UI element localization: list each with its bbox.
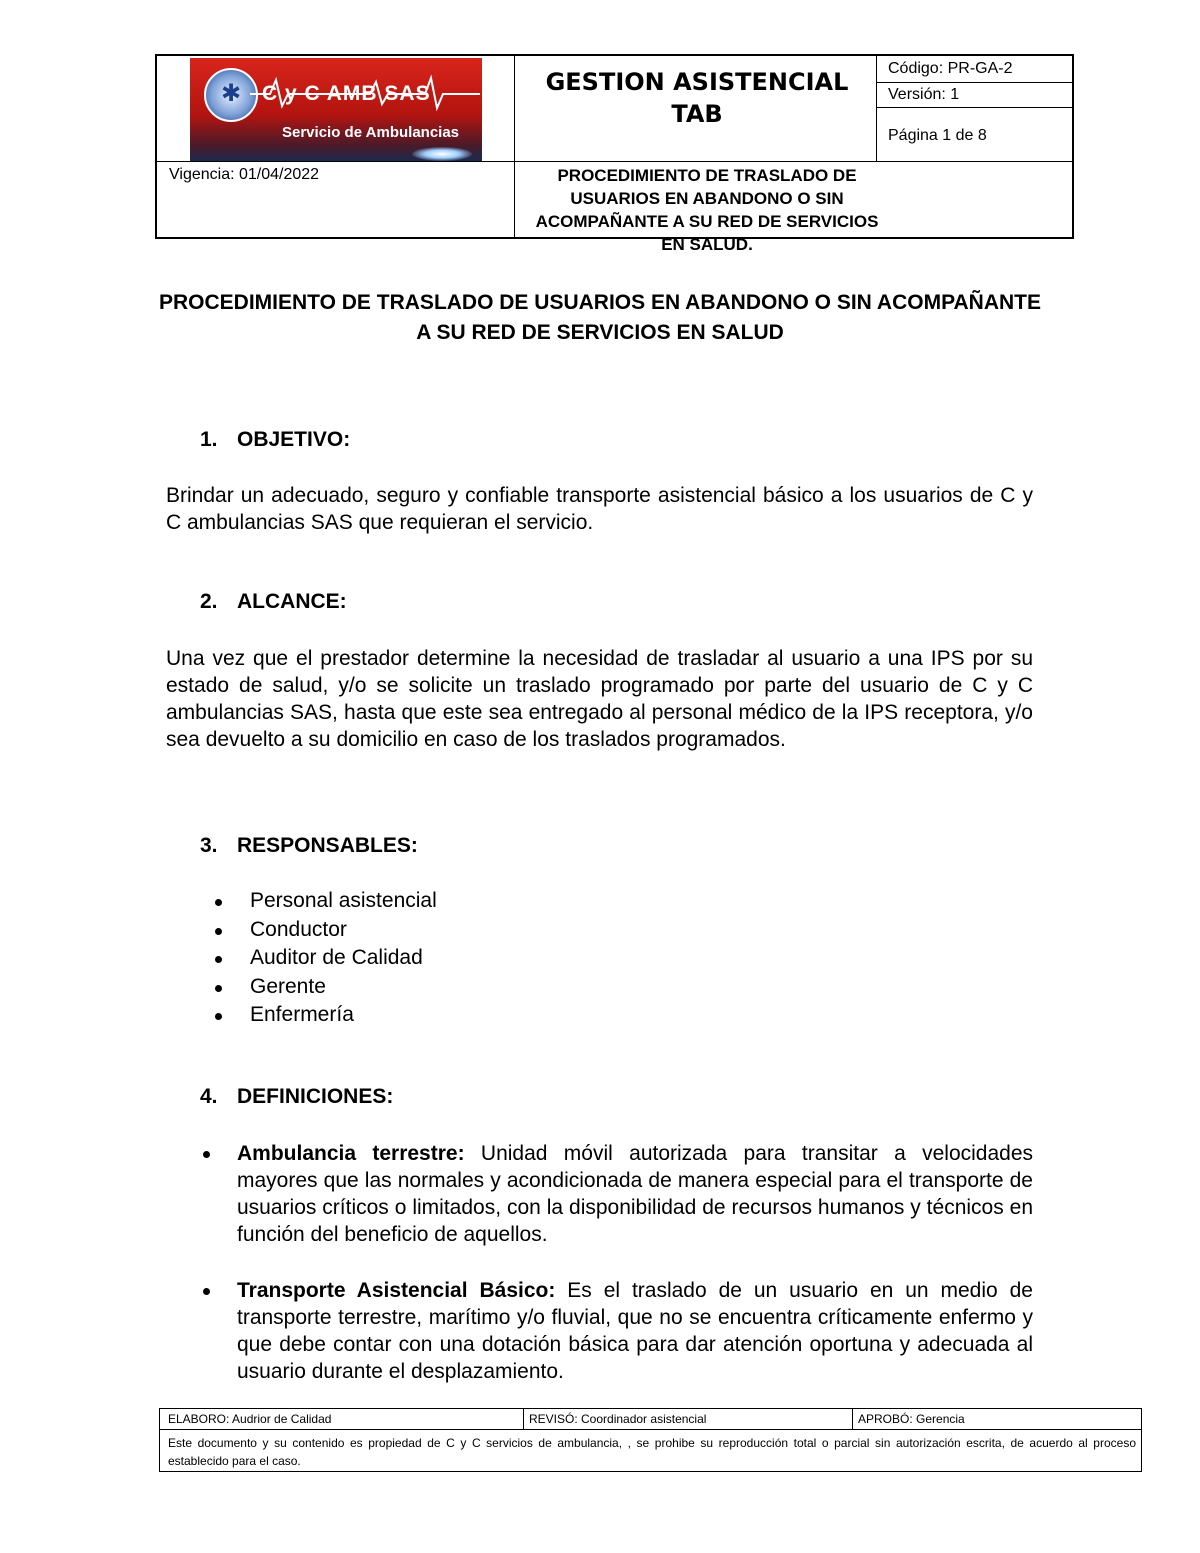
list-item: Auditor de Calidad	[212, 944, 437, 973]
footer-divider	[523, 1409, 524, 1429]
responsables-list	[212, 887, 437, 1030]
document-footer-table	[159, 1408, 1142, 1472]
section-heading-definiciones	[200, 1085, 393, 1109]
section-number: 3.	[200, 834, 218, 857]
company-logo	[190, 58, 482, 161]
bullet-icon	[215, 928, 222, 935]
section-heading-text: ALCANCE:	[237, 590, 347, 613]
footer-divider	[160, 1429, 1141, 1430]
copyright-note: Este documento y su contenido es propiedad de C y C servicios de ambulancia, , se prohibe su reproducción total o parcial sin autorización escrita, de acuerdo al proceso establecido para el caso.	[168, 1436, 1136, 1468]
document-area-title: GESTION ASISTENCIAL TAB	[545, 68, 849, 128]
star-of-life-icon: ✱	[204, 68, 258, 122]
logo-brand: C y C AMB SAS	[262, 82, 431, 105]
aprobo-cell: APROBÓ: Gerencia	[858, 1412, 965, 1426]
section-heading-responsables	[200, 834, 418, 858]
definition-text: Es el traslado de un usuario en un medio de transporte terrestre, marítimo y/o fluvial, que no se encuentra críticamente enfermo y que debe contar con una dotación básica para dar atención oportuna y adecuada al usuario durante el desplazamiento.	[237, 1279, 1033, 1383]
bullet-icon	[203, 1151, 210, 1158]
section-heading-text: RESPONSABLES:	[237, 834, 418, 857]
elaboro-cell: ELABORO: Audrior de Calidad	[168, 1412, 332, 1426]
procedure-name: PROCEDIMIENTO DE TRASLADO DE USUARIOS EN ABANDONO O SIN ACOMPAÑANTE A SU RED DE SERVICIOS EN SALUD.	[535, 166, 879, 254]
section-heading-alcance	[200, 590, 347, 614]
page-number: Página 1 de 8	[888, 127, 987, 144]
section-number: 2.	[200, 590, 218, 613]
bullet-icon	[215, 956, 222, 963]
definition-text: Unidad móvil autorizada para transitar a velocidades mayores que las normales y acondicionada de manera especial para el transporte de usuarios críticos o limitados, con la disponibilidad de recursos humanos y técnicos en función del beneficio de aquellos.	[237, 1142, 1033, 1246]
bullet-icon	[203, 1288, 210, 1295]
page-title: PROCEDIMIENTO DE TRASLADO DE USUARIOS EN ABANDONO O SIN ACOMPAÑANTE A SU RED DE SERVICIOS EN SALUD	[158, 291, 1042, 344]
bullet-icon	[215, 985, 222, 992]
definition-term: Ambulancia terrestre:	[237, 1142, 465, 1165]
header-divider	[876, 107, 1072, 108]
list-item: Personal asistencial	[212, 887, 437, 916]
bullet-icon	[215, 899, 222, 906]
section-number: 4.	[200, 1085, 218, 1108]
definition-item	[237, 1140, 1033, 1248]
header-divider	[876, 82, 1072, 83]
section-heading-objetivo	[200, 428, 350, 452]
objetivo-paragraph: Brindar un adecuado, seguro y confiable transporte asistencial básico a los usuarios de C y C ambulancias SAS que requieran el servicio.	[166, 484, 1033, 534]
footer-divider	[852, 1409, 853, 1429]
alcance-paragraph: Una vez que el prestador determine la necesidad de trasladar al usuario a una IPS por su estado de salud, y/o se solicite un traslado programado por parte del usuario de C y C ambulancias SAS, hasta que este sea entregado al personal médico de la IPS receptora, y/o sea devuelto a su domicilio en caso de los traslados programados.	[166, 647, 1033, 751]
logo-tagline: Servicio de Ambulancias	[282, 124, 460, 141]
list-item: Gerente	[212, 973, 437, 1002]
list-item: Enfermería	[212, 1001, 437, 1030]
section-heading-text: DEFINICIONES:	[237, 1085, 394, 1108]
header-divider	[157, 161, 1072, 162]
document-code: Código: PR-GA-2	[888, 60, 1013, 77]
light-flare-decoration	[412, 147, 472, 161]
document-header-table	[155, 54, 1074, 254]
list-item: Conductor	[212, 916, 437, 945]
header-divider	[514, 56, 515, 237]
definition-term: Transporte Asistencial Básico:	[237, 1279, 556, 1302]
reviso-cell: REVISÓ: Coordinador asistencial	[529, 1412, 707, 1426]
vigencia-date: Vigencia: 01/04/2022	[169, 166, 320, 183]
section-number: 1.	[200, 428, 218, 451]
document-version: Versión: 1	[888, 86, 960, 103]
definition-item	[237, 1277, 1033, 1385]
bullet-icon	[215, 1013, 222, 1020]
section-heading-text: OBJETIVO:	[237, 428, 351, 451]
